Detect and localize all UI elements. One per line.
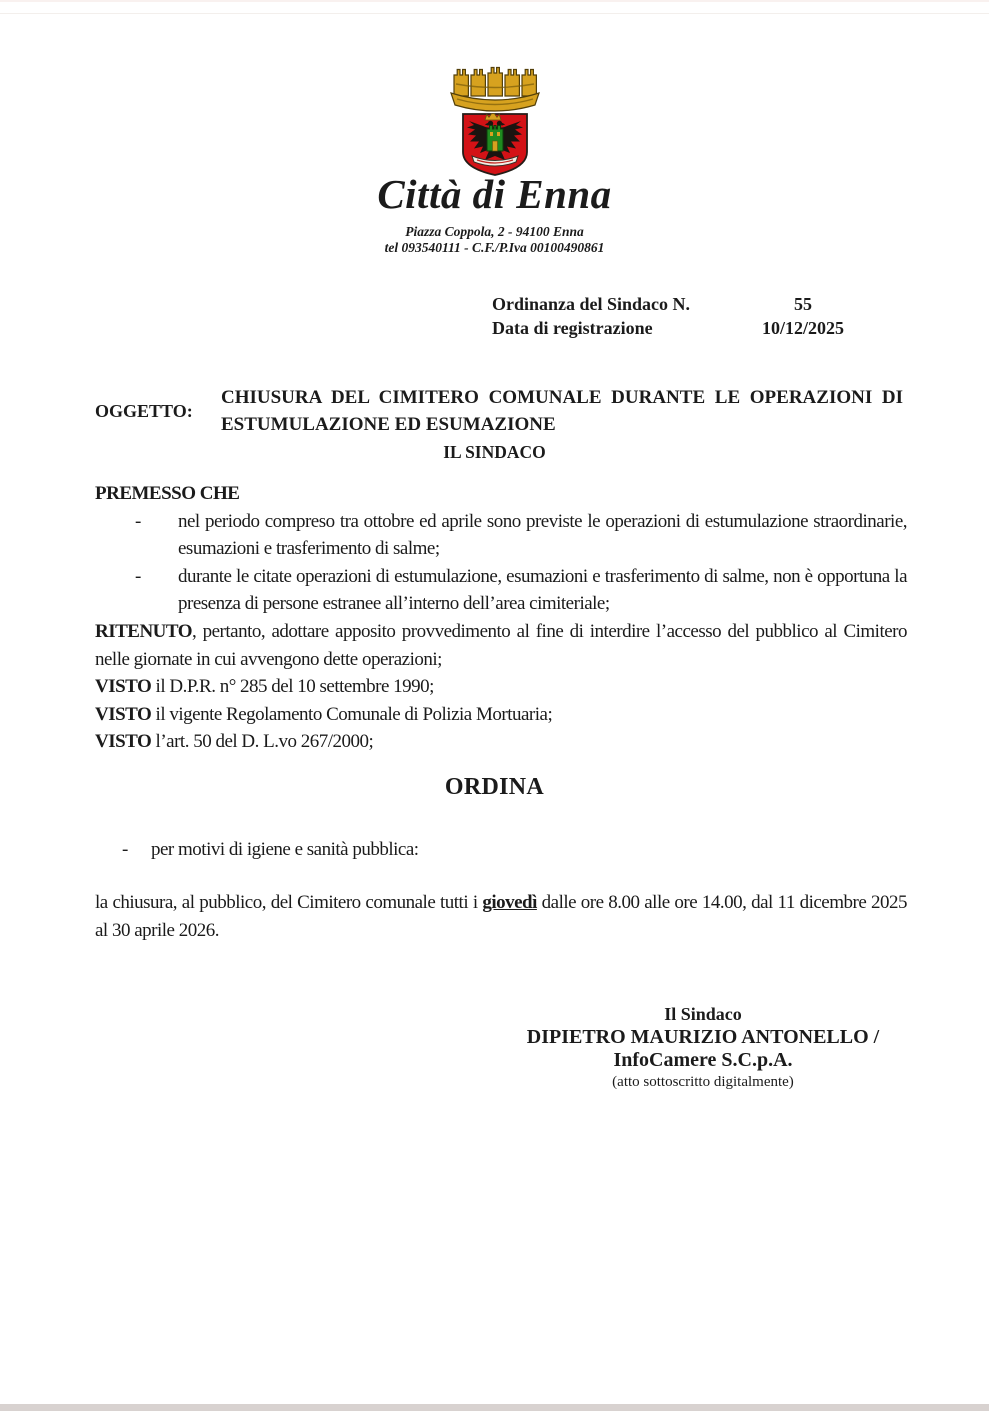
signature-role: Il Sindaco [664, 1004, 742, 1024]
visto-line [95, 673, 907, 701]
ordina-heading: ORDINA [444, 774, 545, 800]
main-text-block [95, 480, 907, 756]
ritenuto-text: , pertanto, adottare apposito provvedimento al fine di interdire l’accesso del pubblico al Cimitero nelle giornate in cui avvengono dette operazioni; [95, 620, 907, 670]
registration-block [492, 292, 862, 340]
list-dash: - [135, 565, 141, 587]
page-top-edge [0, 0, 989, 2]
page-top-rule [0, 13, 989, 14]
visto-text: il vigente Regolamento Comunale di Polizia Mortuaria; [151, 703, 553, 725]
motivi-list-item [95, 839, 907, 861]
closing-before: la chiusura, al pubblico, del Cimitero comunale tutti i [95, 892, 483, 913]
subject-row [95, 384, 907, 438]
closing-emphasis: giovedì [482, 892, 537, 913]
visto-keyword: VISTO [95, 676, 152, 698]
enna-coat-of-arms-icon [447, 60, 543, 183]
visto-keyword: VISTO [95, 731, 152, 753]
premise-item [95, 508, 907, 563]
signature-block [483, 1003, 923, 1092]
signature-name: DIPIETRO MAURIZIO ANTONELLO / [526, 1026, 880, 1048]
list-dash: - [122, 839, 128, 860]
visto-line [95, 701, 907, 729]
registration-date-row [492, 316, 862, 340]
list-dash: - [135, 510, 141, 532]
closing-paragraph [95, 889, 907, 944]
subject-label: OGGETTO: [95, 400, 193, 421]
premise-item-text: nel periodo compreso tra ottobre ed aprile sono previste le operazioni di estumulazione straordinarie, esumazioni e trasferimento di salme; [178, 510, 907, 560]
signature-note: (atto sottoscritto digitalmente) [612, 1074, 794, 1090]
premise-item-text: durante le citate operazioni di estumulazione, esumazioni e trasferimento di salme, non è opportuna la presenza di persone estranee all’interno dell’area cimiteriale; [178, 565, 907, 615]
address-block [0, 224, 989, 255]
motivi-text: per motivi di igiene e sanità pubblica: [151, 839, 419, 860]
address-line2: tel 093540111 - C.F./P.Iva 00100490861 [384, 239, 605, 255]
role-heading: IL SINDACO [443, 442, 546, 462]
visto-line [95, 728, 907, 756]
address-line1: Piazza Coppola, 2 - 94100 Enna [405, 224, 584, 239]
premise-heading: PREMESSO CHE [95, 483, 240, 504]
mural-crown-icon [451, 68, 539, 112]
eagle-shield-icon [463, 114, 527, 175]
premise-item [95, 563, 907, 618]
ordinance-number-value: 55 [794, 294, 812, 314]
registration-date-value: 10/12/2025 [761, 318, 844, 338]
ordinance-number-row [492, 292, 862, 316]
page-bottom-bar [0, 1404, 989, 1411]
closing-after: dalle ore 8.00 alle ore 14.00, dal 11 dicembre 2025 al 30 aprile 2026. [95, 892, 907, 941]
subject-text: CHIUSURA DEL CIMITERO COMUNALE DURANTE LE OPERAZIONI DI ESTUMULAZIONE ED ESUMAZIONE [221, 387, 903, 435]
registration-date-label: Data di registrazione [492, 318, 653, 338]
city-title: Città di Enna [377, 171, 612, 217]
visto-text: l’art. 50 del D. L.vo 267/2000; [151, 731, 374, 753]
ritenuto-keyword: RITENUTO [95, 620, 193, 642]
signature-organization: InfoCamere S.C.p.A. [613, 1049, 793, 1071]
visto-keyword: VISTO [95, 703, 152, 725]
visto-text: il D.P.R. n° 285 del 10 settembre 1990; [151, 676, 434, 698]
ordinance-number-label: Ordinanza del Sindaco N. [492, 294, 691, 314]
ritenuto-paragraph [95, 618, 907, 673]
